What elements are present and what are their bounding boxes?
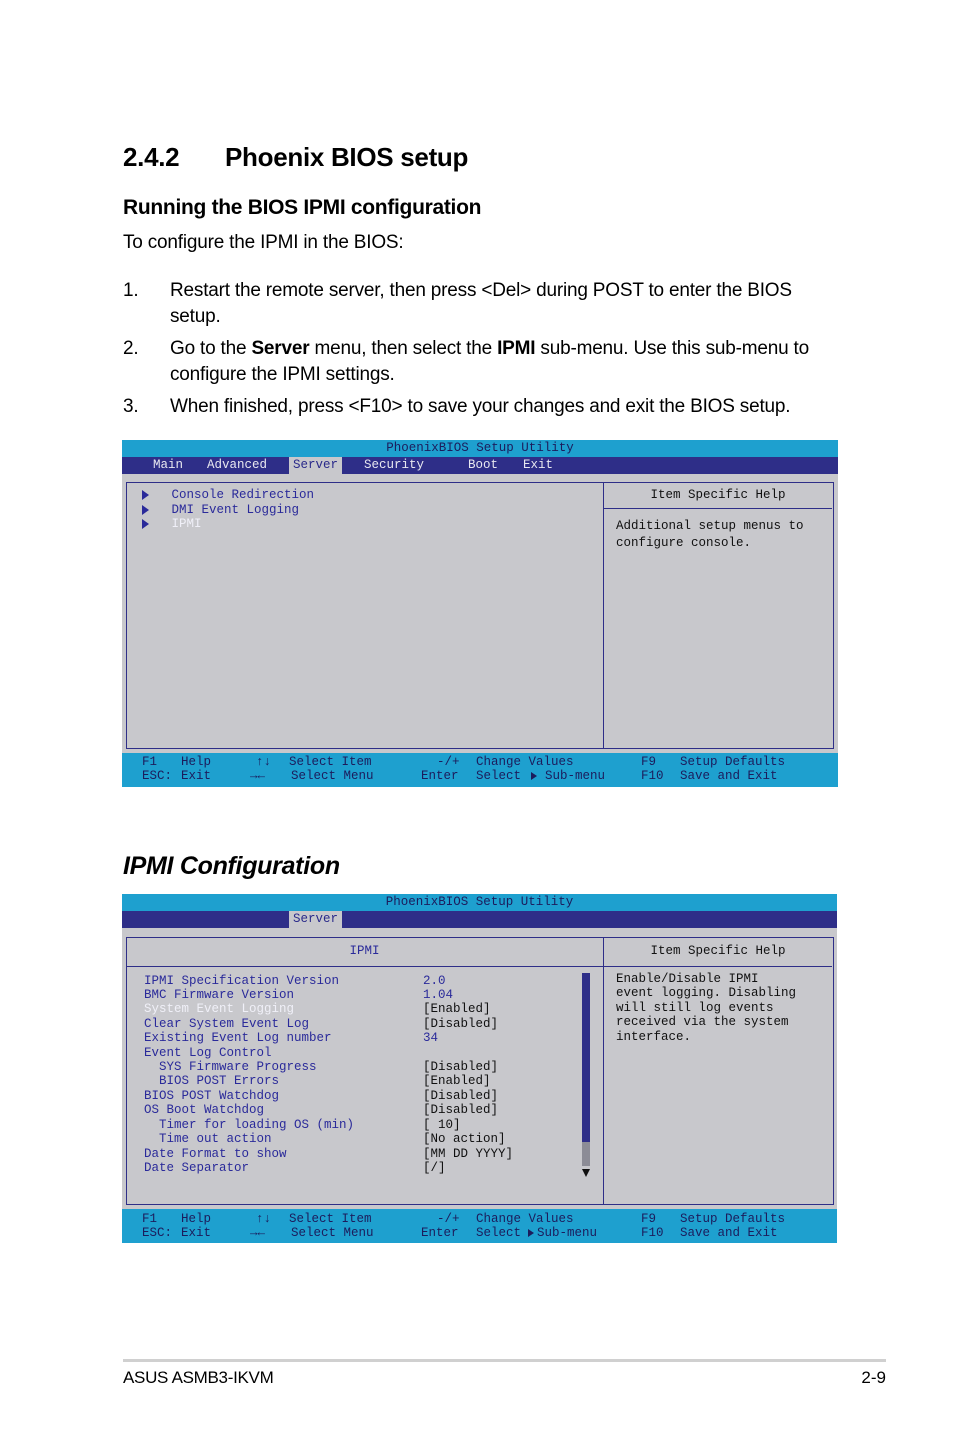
setting-value[interactable]: [Disabled] bbox=[423, 1060, 499, 1074]
panel-title: IPMI bbox=[349, 944, 380, 958]
step-3: 3. When finished, press <F10> to save your changes and exit the BIOS setup. bbox=[123, 396, 791, 417]
help-line: configure console. bbox=[616, 536, 752, 550]
setting-value: 34 bbox=[423, 1031, 439, 1045]
subsection-heading: Running the BIOS IPMI configuration bbox=[123, 196, 482, 219]
setting-bios-post-watchdog[interactable]: BIOS POST Watchdog bbox=[144, 1089, 280, 1103]
setting-ipmi-spec-version: IPMI Specification Version bbox=[144, 974, 340, 988]
setting-value[interactable]: [Disabled] bbox=[423, 1017, 499, 1031]
setting-value[interactable]: [Disabled] bbox=[423, 1089, 499, 1103]
setting-value[interactable]: [Disabled] bbox=[423, 1103, 499, 1117]
setting-value[interactable]: [/] bbox=[423, 1161, 446, 1175]
setting-time-out-action[interactable]: Time out action bbox=[159, 1132, 272, 1146]
setting-clear-system-event-log[interactable]: Clear System Event Log bbox=[144, 1017, 310, 1031]
updown-arrows-icon: ↑↓ bbox=[256, 755, 272, 769]
menu-security[interactable]: Security bbox=[364, 458, 425, 472]
menu-server[interactable]: Server bbox=[289, 911, 342, 928]
intro-text: To configure the IPMI in the BIOS: bbox=[123, 232, 404, 253]
setting-value[interactable]: [ 10] bbox=[423, 1118, 461, 1132]
submenu-arrow-icon bbox=[528, 1229, 534, 1237]
section-title: Phoenix BIOS setup bbox=[225, 142, 469, 172]
submenu-arrow-icon bbox=[531, 772, 537, 780]
menu-exit[interactable]: Exit bbox=[523, 458, 554, 472]
setting-value[interactable]: [Enabled] bbox=[423, 1074, 491, 1088]
setting-value[interactable]: [MM DD YYYY] bbox=[423, 1147, 514, 1161]
setting-os-boot-watchdog[interactable]: OS Boot Watchdog bbox=[144, 1103, 265, 1117]
menu-item-console-redirection[interactable]: Console Redirection bbox=[142, 488, 314, 503]
bios-menubar bbox=[122, 457, 838, 474]
submenu-arrow-icon bbox=[142, 505, 149, 515]
scroll-down-arrow-icon[interactable] bbox=[582, 1169, 590, 1177]
bios-menubar bbox=[122, 911, 837, 928]
setting-value[interactable]: [No action] bbox=[423, 1132, 506, 1146]
leftright-arrows-icon: →← bbox=[250, 1226, 266, 1240]
setting-timer-loading-os[interactable]: Timer for loading OS (min) bbox=[159, 1118, 355, 1132]
step-1: 1. Restart the remote server, then press <Del> during POST to enter the BIOS setup. bbox=[123, 280, 792, 327]
setting-system-event-logging[interactable]: System Event Logging bbox=[144, 1002, 295, 1016]
scrollbar-track[interactable] bbox=[582, 973, 590, 1166]
scrollbar-thumb[interactable] bbox=[582, 1142, 590, 1166]
menu-server[interactable]: Server bbox=[289, 457, 342, 474]
menu-item-ipmi[interactable]: IPMI bbox=[142, 517, 202, 532]
setting-date-format[interactable]: Date Format to show bbox=[144, 1147, 287, 1161]
bios-body bbox=[122, 474, 838, 753]
leftright-arrows-icon: →← bbox=[250, 769, 266, 783]
bios-screen-ipmi bbox=[122, 894, 837, 1243]
bios-screen-server bbox=[122, 440, 838, 787]
setting-bios-post-errors[interactable]: BIOS POST Errors bbox=[159, 1074, 280, 1088]
setting-value[interactable]: [Enabled] bbox=[423, 1002, 491, 1016]
setting-value: 1.04 bbox=[423, 988, 454, 1002]
submenu-arrow-icon bbox=[142, 519, 149, 529]
setting-existing-event-log-number: Existing Event Log number bbox=[144, 1031, 332, 1045]
setting-value: 2.0 bbox=[423, 974, 446, 988]
setting-bmc-firmware-version: BMC Firmware Version bbox=[144, 988, 295, 1002]
setting-date-separator[interactable]: Date Separator bbox=[144, 1161, 250, 1175]
help-line: Additional setup menus to bbox=[616, 519, 804, 533]
menu-advanced[interactable]: Advanced bbox=[207, 458, 268, 472]
submenu-arrow-icon bbox=[142, 490, 149, 500]
footer-page-number: 2-9 bbox=[861, 1368, 886, 1387]
footer-rule bbox=[123, 1359, 886, 1362]
step-2: 2. Go to the Server menu, then select the IPMI sub-menu. Use this sub-menu to configure the IPMI settings. bbox=[123, 338, 809, 385]
bios-footer: F1 Help ↑↓ Select Item -/+ Change Values F9 Setup Defaults ESC: Exit →← Select Menu Enter Select Sub-menu F10 Save and Exit bbox=[122, 753, 838, 787]
bios-body: IPMI Item Specific Help Enable/Disable IPMI event logging. Disabling will still log events received via the system interface. IPMI Specification Version 2.0 BMC Firmware Version 1.04 System Event Logging [Enabled] Clear System Event Log [Disabled] Existing Event Log number 34 Event Log Control SYS Firmware Progress [Disabled] BIOS POST Errors [Enabled] BIOS POST Watchdog [Disabled] OS Boot Watchdog [Disabled] Timer for loading OS (min) [ 10] Time out action [No action] Date Format to show [MM DD YYYY] Date Separator [/] bbox=[122, 928, 837, 1209]
setting-event-log-control: Event Log Control bbox=[144, 1046, 272, 1060]
section-number: 2.4.2 bbox=[123, 142, 180, 172]
help-divider bbox=[603, 508, 832, 509]
panel-divider bbox=[126, 966, 832, 967]
section-heading bbox=[123, 142, 468, 173]
footer-product: ASUS ASMB3-IKVM bbox=[123, 1368, 274, 1387]
bios-title: PhoenixBIOS Setup Utility bbox=[122, 440, 838, 457]
help-title: Item Specific Help bbox=[650, 944, 786, 958]
menu-main[interactable]: Main bbox=[153, 458, 184, 472]
bios-footer: F1 Help ↑↓ Select Item -/+ Change Values F9 Setup Defaults ESC: Exit →← Select Menu Enter Select Sub-menu F10 Save and Exit bbox=[122, 1209, 837, 1243]
menu-boot[interactable]: Boot bbox=[468, 458, 499, 472]
help-title: Item Specific Help bbox=[650, 488, 786, 502]
bios-title: PhoenixBIOS Setup Utility bbox=[122, 894, 837, 911]
ipmi-config-heading: IPMI Configuration bbox=[123, 852, 340, 880]
updown-arrows-icon: ↑↓ bbox=[256, 1212, 272, 1226]
steps-list bbox=[123, 278, 843, 426]
menu-item-dmi-event-logging[interactable]: DMI Event Logging bbox=[142, 503, 299, 518]
setting-sys-firmware-progress[interactable]: SYS Firmware Progress bbox=[159, 1060, 317, 1074]
